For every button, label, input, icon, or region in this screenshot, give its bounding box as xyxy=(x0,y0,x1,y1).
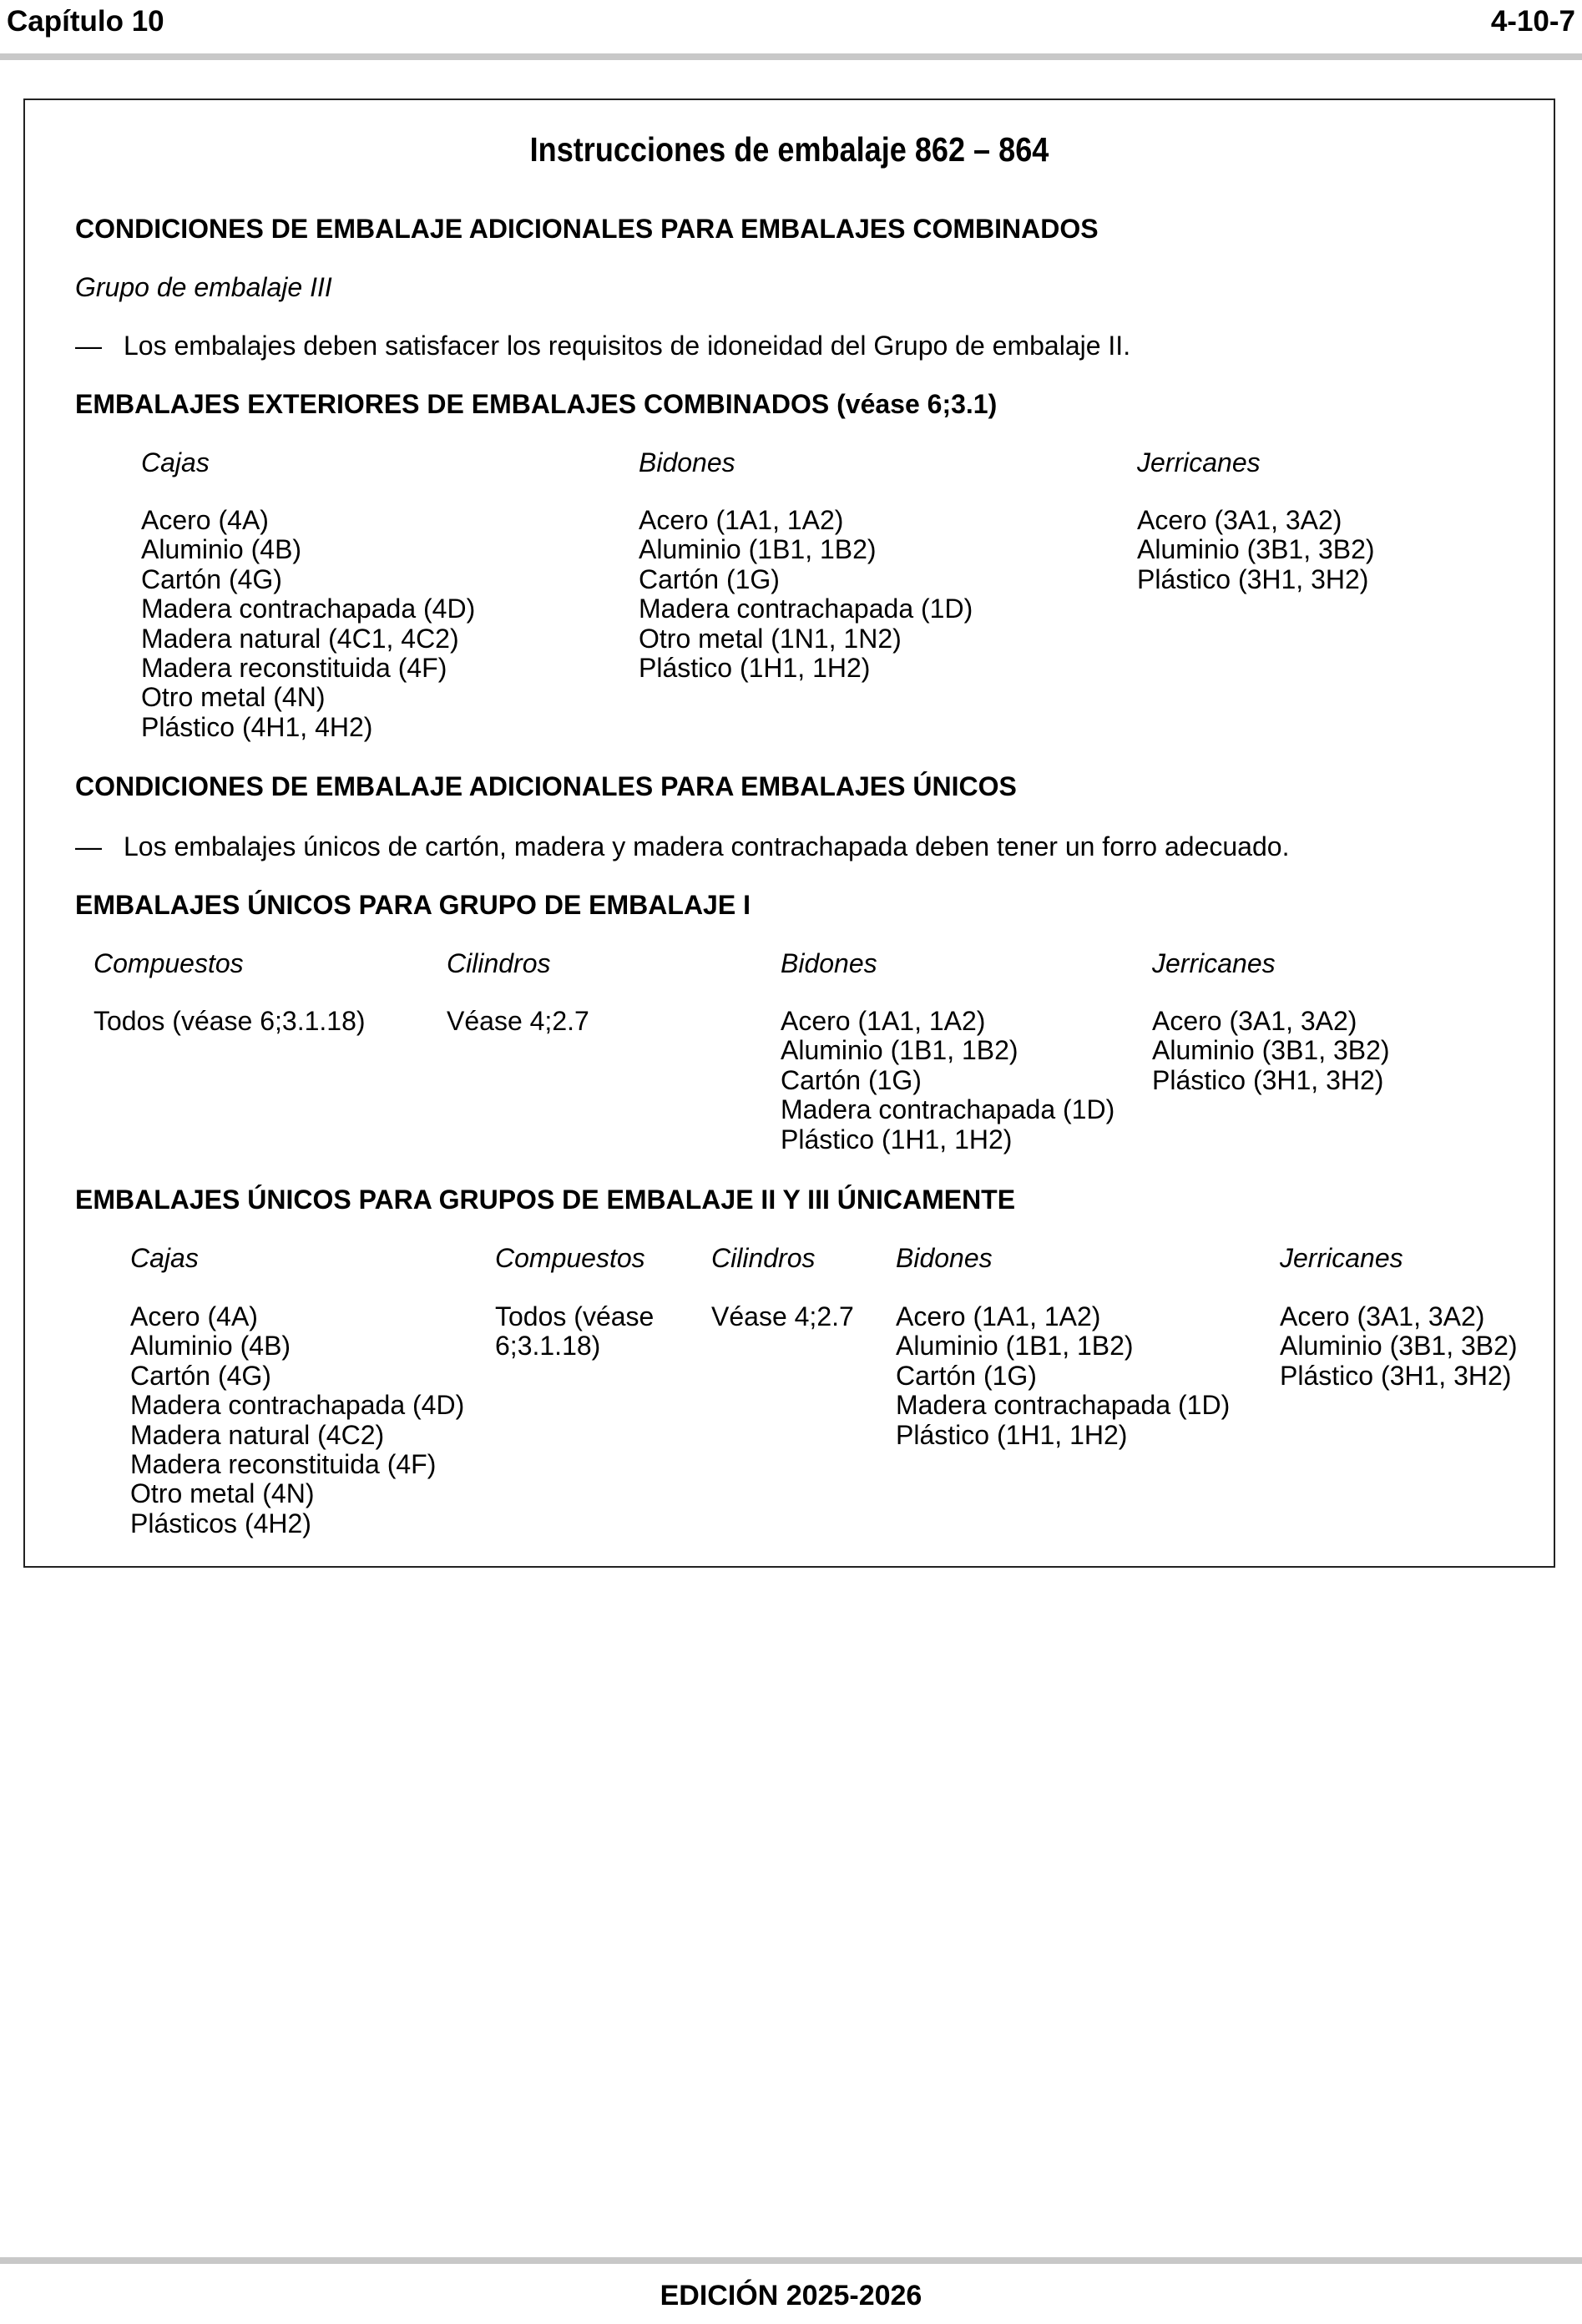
bullet-text-suitability: Los embalajes deben satisfacer los requisitos de idoneidad del Grupo de embalaje II. xyxy=(124,331,1131,361)
list-item: Todos (véase 6;3.1.18) xyxy=(94,1006,366,1036)
page-title: Instrucciones de embalaje 862 – 864 xyxy=(529,130,1049,169)
running-footer xyxy=(0,2257,1582,2324)
pg1-cylinders-list xyxy=(447,1007,589,1036)
outer-jerricans-list xyxy=(1137,506,1375,594)
list-item: Plástico (1H1, 1H2) xyxy=(639,653,871,684)
pg1-composites-list xyxy=(94,1007,366,1036)
list-item: Cartón (1G) xyxy=(896,1360,1037,1391)
list-item: Aluminio (1B1, 1B2) xyxy=(781,1035,1018,1066)
list-item: Véase 4;2.7 xyxy=(447,1006,589,1036)
column-header-cylinders: Cilindros xyxy=(711,1243,816,1273)
list-item: Acero (3A1, 3A2) xyxy=(1137,505,1342,535)
list-item: Madera contrachapada (1D) xyxy=(896,1390,1231,1421)
bullet-dash: — xyxy=(75,331,102,361)
list-item: Otro metal (1N1, 1N2) xyxy=(639,623,902,654)
list-item: Cartón (4G) xyxy=(130,1360,271,1391)
list-item: Acero (3A1, 3A2) xyxy=(1152,1006,1357,1036)
packing-instruction-box xyxy=(23,99,1555,1568)
packing-group-subheading: Grupo de embalaje III xyxy=(75,272,332,302)
list-item: Cartón (4G) xyxy=(141,563,282,594)
list-item: Plástico (3H1, 3H2) xyxy=(1280,1360,1512,1391)
list-item: Aluminio (1B1, 1B2) xyxy=(639,534,877,565)
list-item: Madera contrachapada (1D) xyxy=(639,594,973,624)
outer-drums-list xyxy=(639,506,973,683)
pg23-composites-list xyxy=(495,1302,654,1362)
list-item: Otro metal (4N) xyxy=(141,682,326,713)
list-item: Acero (1A1, 1A2) xyxy=(639,505,844,535)
list-item: Todos (véase xyxy=(495,1301,655,1331)
column-header-boxes: Cajas xyxy=(130,1243,199,1273)
column-header-jerricans: Jerricanes xyxy=(1280,1243,1403,1273)
pg23-jerricans-list xyxy=(1280,1302,1518,1391)
list-item: Madera contrachapada (4D) xyxy=(130,1390,465,1421)
pg1-jerricans-list xyxy=(1152,1007,1390,1095)
bullet-text-liner: Los embalajes únicos de cartón, madera y madera contrachapada deben tener un forro adecuado. xyxy=(124,831,1290,861)
section-heading-single-conditions: CONDICIONES DE EMBALAJE ADICIONALES PARA EMBALAJES ÚNICOS xyxy=(75,771,1017,801)
list-item: Plásticos (4H2) xyxy=(130,1508,311,1538)
list-item: Acero (4A) xyxy=(130,1301,258,1331)
list-item: Madera contrachapada (1D) xyxy=(781,1094,1115,1125)
edition-label: EDICIÓN 2025-2026 xyxy=(660,2280,922,2311)
list-item: Véase 4;2.7 xyxy=(711,1301,854,1331)
list-item: Madera reconstituida (4F) xyxy=(141,653,447,684)
section-heading-single-pg2-3: EMBALAJES ÚNICOS PARA GRUPOS DE EMBALAJE II Y III ÚNICAMENTE xyxy=(75,1185,1016,1215)
list-item: Aluminio (4B) xyxy=(130,1331,291,1362)
list-item: 6;3.1.18) xyxy=(495,1331,601,1362)
column-header-cylinders: Cilindros xyxy=(447,948,551,978)
list-item: Acero (1A1, 1A2) xyxy=(896,1301,1101,1331)
list-item: Aluminio (4B) xyxy=(141,534,302,565)
list-item: Aluminio (3B1, 3B2) xyxy=(1152,1035,1390,1066)
column-header-drums: Bidones xyxy=(639,447,735,477)
column-header-drums: Bidones xyxy=(896,1243,993,1273)
bullet-dash: — xyxy=(75,831,102,861)
list-item: Aluminio (3B1, 3B2) xyxy=(1280,1331,1518,1362)
pg23-drums-list xyxy=(896,1302,1230,1450)
pg23-boxes-list xyxy=(130,1302,464,1538)
page-number: 4-10-7 xyxy=(1490,5,1575,38)
column-header-composites: Compuestos xyxy=(94,948,244,978)
column-header-drums: Bidones xyxy=(781,948,877,978)
column-header-composites: Compuestos xyxy=(495,1243,645,1273)
list-item: Madera contrachapada (4D) xyxy=(141,594,476,624)
list-item: Acero (4A) xyxy=(141,505,269,535)
outer-boxes-list xyxy=(141,506,475,742)
chapter-label: Capítulo 10 xyxy=(7,5,164,38)
column-header-jerricans: Jerricanes xyxy=(1152,948,1276,978)
section-heading-combined-conditions: CONDICIONES DE EMBALAJE ADICIONALES PARA EMBALAJES COMBINADOS xyxy=(75,214,1099,244)
pg1-drums-list xyxy=(781,1007,1114,1154)
list-item: Madera reconstituida (4F) xyxy=(130,1449,437,1480)
section-heading-outer-packagings: EMBALAJES EXTERIORES DE EMBALAJES COMBINADOS (véase 6;3.1) xyxy=(75,389,998,419)
column-header-boxes: Cajas xyxy=(141,447,210,477)
list-item: Cartón (1G) xyxy=(639,563,780,594)
column-header-jerricans: Jerricanes xyxy=(1137,447,1261,477)
list-item: Plástico (4H1, 4H2) xyxy=(141,711,373,742)
running-header xyxy=(0,0,1582,60)
list-item: Aluminio (1B1, 1B2) xyxy=(896,1331,1134,1362)
pg23-cylinders-list xyxy=(711,1302,854,1331)
section-heading-single-pg1: EMBALAJES ÚNICOS PARA GRUPO DE EMBALAJE I xyxy=(75,890,751,920)
list-item: Plástico (3H1, 3H2) xyxy=(1137,563,1369,594)
list-item: Acero (1A1, 1A2) xyxy=(781,1006,986,1036)
list-item: Cartón (1G) xyxy=(781,1064,922,1095)
list-item: Otro metal (4N) xyxy=(130,1478,315,1509)
list-item: Aluminio (3B1, 3B2) xyxy=(1137,534,1375,565)
list-item: Madera natural (4C2) xyxy=(130,1419,385,1450)
list-item: Acero (3A1, 3A2) xyxy=(1280,1301,1485,1331)
list-item: Plástico (1H1, 1H2) xyxy=(896,1419,1128,1450)
list-item: Plástico (1H1, 1H2) xyxy=(781,1124,1013,1154)
list-item: Plástico (3H1, 3H2) xyxy=(1152,1064,1384,1095)
list-item: Madera natural (4C1, 4C2) xyxy=(141,623,459,654)
